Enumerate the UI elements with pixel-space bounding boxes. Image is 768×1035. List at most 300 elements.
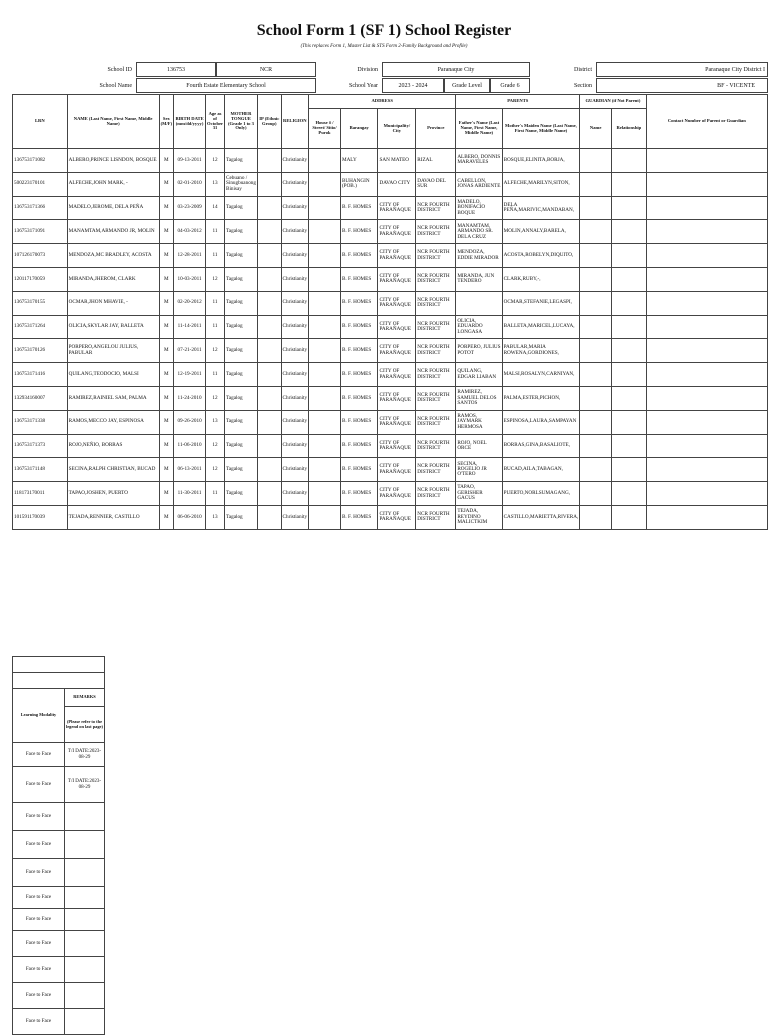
cell-name: RAMOS,MECCO JAY, ESPINOSA: [67, 410, 159, 434]
division-field: Paranaque City: [382, 62, 530, 77]
cell-religion: Christianity: [281, 410, 309, 434]
table-row: [13, 291, 768, 315]
table-row: [13, 315, 768, 339]
cell-religion: Christianity: [281, 267, 309, 291]
cell-municipality: CITY OF PARAÑAQUE: [378, 291, 416, 315]
cell-g_rel: [612, 267, 647, 291]
cell-g_name: [580, 505, 612, 529]
cell-contact: [646, 339, 767, 363]
cell-lrn: 132934160007: [13, 386, 68, 410]
cell-birth: 09-26-2010: [174, 410, 206, 434]
cell-father: RAMOS, JAYMARK HERMOSA: [456, 410, 502, 434]
cell-house: [309, 196, 341, 220]
cell-lrn: 136753171416: [13, 363, 68, 387]
cell-barangay: B. F. HOMES: [340, 458, 378, 482]
cell-sex: M: [159, 434, 173, 458]
cell-birth: 02-01-2010: [174, 172, 206, 196]
col-father: Father's Name (Last Name, First Name, Middle Name): [456, 109, 502, 149]
cell-name: QUILANG,TEODOCIO, MALSI: [67, 363, 159, 387]
cell-name: MENDOZA,MC BRADLEY, ACOSTA: [67, 244, 159, 268]
list-item: [13, 983, 105, 1009]
cell-mother: BALLETA,MARICEL,LUCAYA,: [502, 315, 580, 339]
table-row: [13, 220, 768, 244]
cell-ip: [257, 267, 281, 291]
cell-father: OLICIA, EDUARDO LONGASA: [456, 315, 502, 339]
grade-level-field: Grade 6: [490, 78, 530, 93]
cell-house: [309, 267, 341, 291]
table-row: [13, 339, 768, 363]
cell-sex: M: [159, 267, 173, 291]
cell-name: OCMAR,JHON MHAVIE, -: [67, 291, 159, 315]
cell-contact: [646, 410, 767, 434]
cell-tongue: Tagalog: [225, 505, 258, 529]
cell-age: 12: [206, 386, 225, 410]
cell-birth: 06-13-2011: [174, 458, 206, 482]
form-title: School Form 1 (SF 1) School Register: [256, 22, 512, 39]
cell-g_name: [580, 386, 612, 410]
table-row: [13, 267, 768, 291]
cell-house: [309, 458, 341, 482]
district-label: District: [574, 67, 592, 73]
cell-contact: [646, 386, 767, 410]
col-age: Age as of October 31: [206, 95, 225, 149]
cell-remarks: T/I DATE:2023-08-29: [65, 767, 105, 803]
cell-contact: [646, 172, 767, 196]
cell-house: [309, 505, 341, 529]
cell-lrn: 107126170073: [13, 244, 68, 268]
cell-ip: [257, 434, 281, 458]
cell-father: SECINA, ROGELIO JR O'TERO: [456, 458, 502, 482]
cell-province: NCR FOURTH DISTRICT: [416, 315, 456, 339]
cell-name: PORPERO,ANGELOU JULIUS, PABULAR: [67, 339, 159, 363]
cell-birth: 03-23-2009: [174, 196, 206, 220]
cell-tongue: Tagalog: [225, 244, 258, 268]
cell-contact: [646, 220, 767, 244]
table-row: [13, 458, 768, 482]
cell-age: 11: [206, 291, 225, 315]
cell-remarks: [65, 1009, 105, 1035]
cell-lrn: 136753171373: [13, 434, 68, 458]
table-row: [13, 386, 768, 410]
cell-barangay: B. F. HOMES: [340, 386, 378, 410]
cell-contact: [646, 434, 767, 458]
col-guardian-name: Name: [580, 109, 612, 149]
cell-barangay: B. F. HOMES: [340, 291, 378, 315]
cell-sex: M: [159, 458, 173, 482]
col-remarks: REMARKS: [65, 689, 105, 707]
cell-g_rel: [612, 315, 647, 339]
table-row: [13, 172, 768, 196]
cell-municipality: CITY OF PARAÑAQUE: [378, 482, 416, 506]
cell-birth: 11-06-2010: [174, 434, 206, 458]
cell-house: [309, 434, 341, 458]
cell-birth: 11-24-2010: [174, 386, 206, 410]
table-row: [13, 482, 768, 506]
cell-g_rel: [612, 339, 647, 363]
register-table: [12, 94, 768, 530]
cell-g_name: [580, 196, 612, 220]
cell-g_name: [580, 267, 612, 291]
table-row: [13, 363, 768, 387]
school-id-label: School ID: [107, 67, 132, 73]
cell-modality: Face to Face: [13, 767, 65, 803]
cell-birth: 10-03-2011: [174, 267, 206, 291]
cell-religion: Christianity: [281, 386, 309, 410]
cell-father: ALBERO, DONNIS MARAVELES: [456, 149, 502, 173]
cell-ip: [257, 386, 281, 410]
cell-ip: [257, 482, 281, 506]
cell-contact: [646, 458, 767, 482]
cell-modality: Face to Face: [13, 859, 65, 887]
cell-house: [309, 410, 341, 434]
cell-birth: 07-21-2011: [174, 339, 206, 363]
district-field: Paranaque City District I: [596, 62, 768, 77]
cell-g_rel: [612, 244, 647, 268]
cell-father: MENDOZA, EDDIE MIRADOR: [456, 244, 502, 268]
cell-birth: 11-14-2011: [174, 315, 206, 339]
cell-modality: Face to Face: [13, 831, 65, 859]
cell-municipality: CITY OF PARAÑAQUE: [378, 363, 416, 387]
cell-remarks: T/I DATE:2023-08-29: [65, 743, 105, 767]
cell-lrn: 101591170039: [13, 505, 68, 529]
region-field: NCR: [216, 62, 316, 77]
col-contact: Contact Number of Parent or Guardian: [646, 95, 767, 149]
cell-house: [309, 339, 341, 363]
cell-province: NCR FOURTH DISTRICT: [416, 244, 456, 268]
school-year-label: School Year: [348, 83, 378, 89]
cell-father: MADELO, BONIFACIO BOQUE: [456, 196, 502, 220]
cell-g_name: [580, 291, 612, 315]
cell-ip: [257, 410, 281, 434]
col-parents: PARENTS: [456, 95, 580, 109]
cell-modality: Face to Face: [13, 743, 65, 767]
cell-age: 13: [206, 410, 225, 434]
table-row: [13, 196, 768, 220]
cell-name: MIRANDA,JHEROM, CLARK: [67, 267, 159, 291]
cell-contact: [646, 196, 767, 220]
cell-house: [309, 220, 341, 244]
cell-birth: 12-28-2011: [174, 244, 206, 268]
cell-sex: M: [159, 196, 173, 220]
cell-barangay: B. F. HOMES: [340, 482, 378, 506]
cell-g_name: [580, 220, 612, 244]
cell-house: [309, 172, 341, 196]
cell-mother: PUERTO,NORLSUMAGANG,: [502, 482, 580, 506]
cell-lrn: 136753170126: [13, 339, 68, 363]
cell-age: 12: [206, 458, 225, 482]
cell-g_rel: [612, 196, 647, 220]
cell-g_name: [580, 482, 612, 506]
cell-tongue: Tagalog: [225, 315, 258, 339]
cell-sex: M: [159, 363, 173, 387]
cell-age: 12: [206, 434, 225, 458]
cell-ip: [257, 339, 281, 363]
list-item: [13, 1009, 105, 1035]
cell-remarks: [65, 831, 105, 859]
cell-sex: M: [159, 149, 173, 173]
cell-age: 12: [206, 149, 225, 173]
cell-name: OLICIA,SKYLAR JAY, BALLETA: [67, 315, 159, 339]
cell-contact: [646, 291, 767, 315]
cell-barangay: B. F. HOMES: [340, 410, 378, 434]
cell-g_rel: [612, 172, 647, 196]
cell-lrn: 136753171082: [13, 149, 68, 173]
cell-name: TEJADA,RENNIER, CASTILLO: [67, 505, 159, 529]
cell-name: ALBERO,PRINCE LISNDON, BOSQUE: [67, 149, 159, 173]
cell-ip: [257, 505, 281, 529]
cell-g_rel: [612, 363, 647, 387]
cell-father: RAMIREZ, SAMUEL DELOS SANTOS: [456, 386, 502, 410]
cell-municipality: CITY OF PARAÑAQUE: [378, 220, 416, 244]
cell-birth: 12-19-2011: [174, 363, 206, 387]
cell-g_name: [580, 363, 612, 387]
list-item: [13, 957, 105, 983]
cell-sex: M: [159, 482, 173, 506]
table-row: [13, 149, 768, 173]
cell-g_rel: [612, 410, 647, 434]
cell-father: MIRANDA, JUN TENDERO: [456, 267, 502, 291]
cell-age: 11: [206, 244, 225, 268]
cell-lrn: 120117170059: [13, 267, 68, 291]
cell-age: 11: [206, 482, 225, 506]
cell-sex: M: [159, 386, 173, 410]
cell-father: TAPAO, GERISHER GACUS: [456, 482, 502, 506]
cell-religion: Christianity: [281, 315, 309, 339]
cell-mother: MOLIN,ANNALY,BARELA,: [502, 220, 580, 244]
cell-house: [309, 386, 341, 410]
cell-province: NCR FOURTH DISTRICT: [416, 386, 456, 410]
cell-barangay: B. F. HOMES: [340, 196, 378, 220]
col-guardian-relationship: Relationship: [612, 109, 647, 149]
cell-age: 11: [206, 220, 225, 244]
school-year-field: 2023 - 2024: [382, 78, 444, 93]
cell-sex: M: [159, 339, 173, 363]
cell-barangay: B. F. HOMES: [340, 220, 378, 244]
cell-name: MANAMTAM,ARMANDO JR, MOLIN: [67, 220, 159, 244]
cell-age: 14: [206, 196, 225, 220]
cell-remarks: [65, 957, 105, 983]
cell-province: NCR FOURTH DISTRICT: [416, 458, 456, 482]
cell-barangay: B. F. HOMES: [340, 434, 378, 458]
cell-barangay: B. F. HOMES: [340, 505, 378, 529]
cell-house: [309, 291, 341, 315]
cell-ip: [257, 458, 281, 482]
col-sex: Sex (M/F): [159, 95, 173, 149]
cell-name: MADELO,JEROME, DELA PEÑA: [67, 196, 159, 220]
cell-mother: DELA PEÑA,MARIVIC,MANDABAN,: [502, 196, 580, 220]
grade-level-label: Grade Level: [444, 78, 490, 93]
cell-sex: M: [159, 410, 173, 434]
cell-tongue: Tagalog: [225, 149, 258, 173]
remarks-legend-note: (Please refer to the legend on last page): [65, 707, 105, 743]
cell-province: NCR FOURTH DISTRICT: [416, 363, 456, 387]
col-address: ADDRESS: [309, 95, 456, 109]
col-birth: BIRTH DATE (mm/dd/yyyy): [174, 95, 206, 149]
cell-name: TAPAO,JOSHEN, PUERTO: [67, 482, 159, 506]
table-row: [13, 434, 768, 458]
cell-tongue: Tagalog: [225, 458, 258, 482]
cell-modality: Face to Face: [13, 931, 65, 957]
cell-modality: Face to Face: [13, 983, 65, 1009]
cell-municipality: CITY OF PARAÑAQUE: [378, 315, 416, 339]
cell-birth: 02-20-2012: [174, 291, 206, 315]
cell-modality: Face to Face: [13, 909, 65, 931]
cell-lrn: 136753171366: [13, 196, 68, 220]
cell-municipality: CITY OF PARAÑAQUE: [378, 410, 416, 434]
cell-father: TEJADA, REYDINO MALICTKIM: [456, 505, 502, 529]
cell-mother: BUCAD,AILA,TABAGAN,: [502, 458, 580, 482]
cell-g_rel: [612, 434, 647, 458]
cell-religion: Christianity: [281, 363, 309, 387]
cell-house: [309, 363, 341, 387]
list-item: [13, 931, 105, 957]
school-name-label: School Name: [99, 83, 132, 89]
cell-tongue: Tagalog: [225, 363, 258, 387]
cell-barangay: B. F. HOMES: [340, 244, 378, 268]
cell-province: NCR FOURTH DISTRICT: [416, 291, 456, 315]
cell-province: NCR FOURTH DISTRICT: [416, 434, 456, 458]
cell-province: DAVAO DEL SUR: [416, 172, 456, 196]
cell-religion: Christianity: [281, 434, 309, 458]
cell-religion: Christianity: [281, 291, 309, 315]
cell-lrn: 136753171264: [13, 315, 68, 339]
cell-municipality: SAN MATEO: [378, 149, 416, 173]
cell-lrn: 136753170155: [13, 291, 68, 315]
cell-mother: OCMAR,STEFANIE,LEGASPI,: [502, 291, 580, 315]
cell-contact: [646, 244, 767, 268]
table-row: [13, 244, 768, 268]
cell-house: [309, 149, 341, 173]
cell-municipality: CITY OF PARAÑAQUE: [378, 267, 416, 291]
cell-modality: Face to Face: [13, 887, 65, 909]
cell-contact: [646, 267, 767, 291]
cell-lrn: 136753171148: [13, 458, 68, 482]
cell-barangay: B. F. HOMES: [340, 339, 378, 363]
cell-father: [456, 291, 502, 315]
cell-ip: [257, 172, 281, 196]
cell-contact: [646, 149, 767, 173]
cell-religion: Christianity: [281, 172, 309, 196]
cell-ip: [257, 220, 281, 244]
cell-mother: BOSQUE,ELINITA,BORJA,: [502, 149, 580, 173]
cell-g_name: [580, 149, 612, 173]
cell-birth: 09-13-2011: [174, 149, 206, 173]
cell-mother: BORRAS,GINA,BASALIOTE,: [502, 434, 580, 458]
cell-birth: 06-06-2010: [174, 505, 206, 529]
col-learning-modality: Learning Modality: [13, 689, 65, 743]
cell-g_rel: [612, 291, 647, 315]
cell-municipality: CITY OF PARAÑAQUE: [378, 386, 416, 410]
cell-barangay: B. F. HOMES: [340, 363, 378, 387]
school-name-field: Fourth Estate Elementary School: [136, 78, 316, 93]
table-row: [13, 505, 768, 529]
cell-municipality: CITY OF PARAÑAQUE: [378, 339, 416, 363]
cell-tongue: Tagalog: [225, 291, 258, 315]
cell-barangay: MALY: [340, 149, 378, 173]
cell-barangay: B. F. HOMES: [340, 267, 378, 291]
cell-name: RAMIREZ,RAINIEL SAM, PALMA: [67, 386, 159, 410]
cell-remarks: [65, 887, 105, 909]
cell-contact: [646, 363, 767, 387]
cell-age: 11: [206, 315, 225, 339]
cell-father: QUILANG, EDGAR LIABAN: [456, 363, 502, 387]
cell-g_name: [580, 410, 612, 434]
col-religion: RELIGION: [281, 95, 309, 149]
cell-mother: MALSI,ROSALYN,CARNIYAN,: [502, 363, 580, 387]
cell-g_name: [580, 172, 612, 196]
school-id-field: 136753: [136, 62, 216, 77]
cell-tongue: Tagalog: [225, 220, 258, 244]
cell-g_name: [580, 244, 612, 268]
cell-tongue: Cebuano / Sinugbuanong Binisay: [225, 172, 258, 196]
cell-father: MANAMTAM, ARMANDO SR. DELA CRUZ: [456, 220, 502, 244]
cell-sex: M: [159, 220, 173, 244]
cell-remarks: [65, 909, 105, 931]
col-name: NAME (Last Name, First Name, Middle Name): [67, 95, 159, 149]
cell-municipality: CITY OF PARAÑAQUE: [378, 244, 416, 268]
cell-tongue: Tagalog: [225, 434, 258, 458]
remarks-table: [12, 656, 105, 1035]
cell-modality: Face to Face: [13, 1009, 65, 1035]
cell-age: 13: [206, 172, 225, 196]
cell-ip: [257, 149, 281, 173]
cell-mother: CASTILLO,MARIETTA,RIVERA,: [502, 505, 580, 529]
cell-religion: Christianity: [281, 244, 309, 268]
blank-row: [13, 673, 105, 689]
division-label: Division: [357, 67, 378, 73]
cell-tongue: Tagalog: [225, 196, 258, 220]
cell-modality: Face to Face: [13, 803, 65, 831]
cell-barangay: BUHANGIN (POB.): [340, 172, 378, 196]
cell-religion: Christianity: [281, 505, 309, 529]
cell-age: 12: [206, 267, 225, 291]
cell-mother: PABULAR,MARIA ROWENA,GORDIONES,: [502, 339, 580, 363]
cell-g_name: [580, 458, 612, 482]
col-province: Province: [416, 109, 456, 149]
cell-remarks: [65, 803, 105, 831]
list-item: [13, 743, 105, 767]
cell-religion: Christianity: [281, 220, 309, 244]
cell-sex: M: [159, 172, 173, 196]
cell-tongue: Tagalog: [225, 386, 258, 410]
col-guardian: GUARDIAN (if Not Parent): [580, 95, 646, 109]
cell-contact: [646, 315, 767, 339]
cell-father: PORPERO, JULIUS POTOT: [456, 339, 502, 363]
cell-sex: M: [159, 291, 173, 315]
cell-father: CABELLON, JONAS ARDIENTE: [456, 172, 502, 196]
cell-province: NCR FOURTH DISTRICT: [416, 505, 456, 529]
cell-age: 12: [206, 339, 225, 363]
cell-g_rel: [612, 149, 647, 173]
cell-g_rel: [612, 482, 647, 506]
cell-mother: ACOSTA,ROBELYN,DIQUITO,: [502, 244, 580, 268]
col-house: House # / Street/ Sitio/ Purok: [309, 109, 341, 149]
cell-barangay: B. F. HOMES: [340, 315, 378, 339]
cell-house: [309, 315, 341, 339]
cell-tongue: Tagalog: [225, 482, 258, 506]
cell-age: 13: [206, 505, 225, 529]
cell-birth: 11-30-2011: [174, 482, 206, 506]
list-item: [13, 887, 105, 909]
cell-g_rel: [612, 505, 647, 529]
cell-remarks: [65, 859, 105, 887]
list-item: [13, 831, 105, 859]
cell-mother: CLARK,RUBY,-,: [502, 267, 580, 291]
cell-g_name: [580, 339, 612, 363]
cell-name: ALFECHE,JOHN MARK, -: [67, 172, 159, 196]
cell-religion: Christianity: [281, 196, 309, 220]
cell-religion: Christianity: [281, 149, 309, 173]
